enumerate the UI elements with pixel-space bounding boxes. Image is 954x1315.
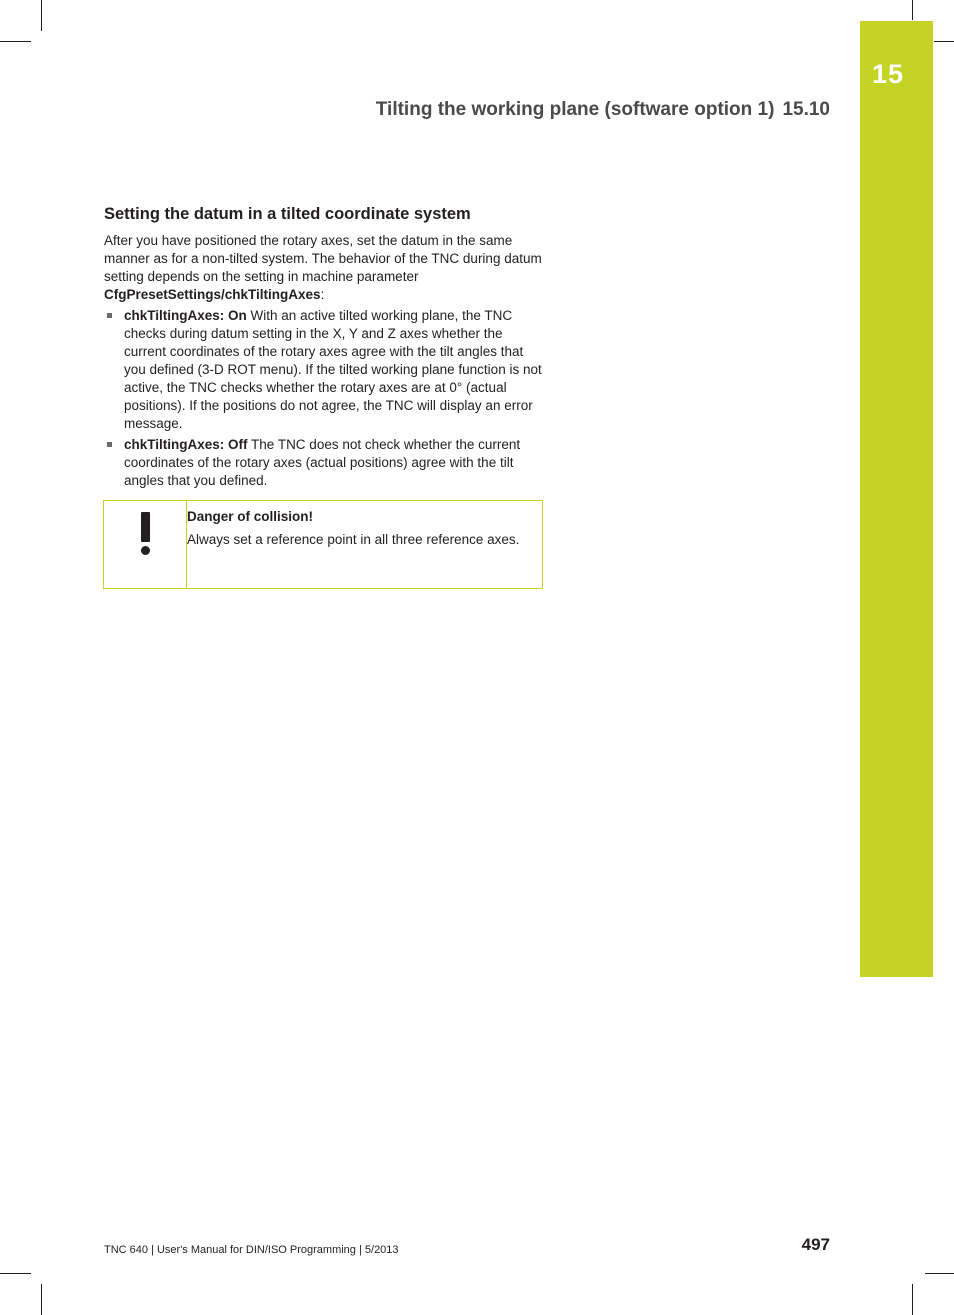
bullet-square-icon xyxy=(107,313,112,318)
exclamation-dot xyxy=(141,546,150,555)
list-item xyxy=(104,436,544,490)
list-item-text: The TNC does not check whether the current coordinates of the rotary axes (actual positions) agree with the tilt angles that you defined. xyxy=(124,437,521,488)
intro-paragraph xyxy=(104,232,544,304)
header-section-number: 15.10 xyxy=(782,99,830,120)
section-body xyxy=(104,232,544,493)
warning-note xyxy=(103,500,543,589)
warning-icon xyxy=(104,501,187,588)
footer-text: TNC 640 | User's Manual for DIN/ISO Programming | 5/2013 xyxy=(104,1244,399,1256)
option-list xyxy=(104,307,544,490)
list-item-term: chkTiltingAxes: On xyxy=(124,308,247,323)
bullet-square-icon xyxy=(107,442,112,447)
param-suffix: : xyxy=(320,287,325,302)
chapter-number: 15 xyxy=(872,59,905,89)
running-header xyxy=(376,99,830,121)
chapter-tab xyxy=(860,21,933,977)
section-title: Setting the datum in a tilted coordinate system xyxy=(104,205,471,223)
crop-mark xyxy=(925,1273,954,1274)
crop-mark xyxy=(0,41,31,42)
exclamation-bar xyxy=(141,512,150,542)
note-text: Always set a reference point in all three reference axes. xyxy=(187,532,520,547)
intro-text: After you have positioned the rotary axes, set the datum in the same manner as for a non-tilted system. The behavior of the TNC during datum setting depends on the setting in machine parameter xyxy=(104,233,542,284)
machine-parameter: CfgPresetSettings/chkTiltingAxes xyxy=(104,287,321,302)
crop-mark xyxy=(41,1284,42,1315)
list-item-term: chkTiltingAxes: Off xyxy=(124,437,248,452)
page-number: 497 xyxy=(801,1235,830,1254)
header-title: Tilting the working plane (software option 1) xyxy=(375,99,775,120)
list-item-text: With an active tilted working plane, the TNC checks during datum setting in the X, Y and Z axes whether the current coordinates of the rotary axes agree with the tilt angles that you defined (3-D ROT menu). If the tilted working plane function is not active, the TNC checks whether the rotary axes are at 0° (actual positions). If the positions do not agree, the TNC will display an error message. xyxy=(124,308,542,431)
crop-mark xyxy=(912,1284,913,1315)
crop-mark xyxy=(912,0,913,20)
crop-mark xyxy=(41,0,42,31)
note-title: Danger of collision! xyxy=(187,509,314,524)
crop-mark xyxy=(934,41,954,42)
list-item xyxy=(104,307,544,433)
crop-mark xyxy=(0,1273,31,1274)
